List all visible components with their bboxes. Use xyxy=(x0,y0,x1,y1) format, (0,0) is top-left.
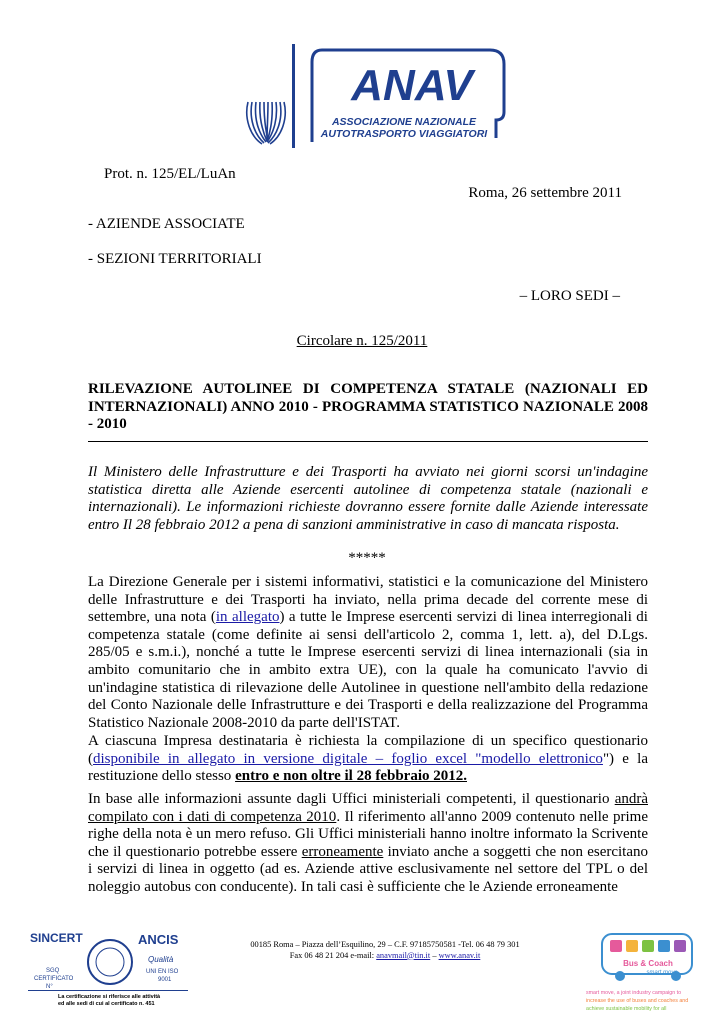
iso-number: 9001 xyxy=(158,977,172,983)
campaign-text-1: smart move, a joint industry campaign to xyxy=(586,990,682,996)
campaign-title: Bus & Coach xyxy=(623,959,673,968)
protocol-number: Prot. n. 125/EL/LuAn xyxy=(104,166,236,182)
anav-wordmark: ANAV xyxy=(351,61,473,110)
certification-logos xyxy=(28,928,200,1006)
certification-note-2: ed alle sedi di cui al certificato n. 451 xyxy=(58,1001,155,1006)
sincert-label: SINCERT xyxy=(30,931,83,945)
p1-text-a: La Direzione Generale per i sistemi informativi, statistici e la comunicazione del Ministero delle Infrastrutture e dei Trasporti ha inviato, nella prima decade del corrente mese di settembre, una nota ( xyxy=(88,574,648,626)
footer-dash: – xyxy=(430,950,439,960)
subject-divider xyxy=(88,441,648,442)
loro-sedi: – LORO SEDI – xyxy=(519,288,620,304)
website-link[interactable]: www.anav.it xyxy=(438,950,481,960)
p2-text-a: A ciascuna Impresa destinataria è richiesta la compilazione di un specifico questionario ( xyxy=(88,733,648,767)
org-name-line2: AUTOTRASPORTO VIAGGIATORI xyxy=(320,128,488,140)
subject-heading: RILEVAZIONE AUTOLINEE DI COMPETENZA STATALE (NAZIONALI ED INTERNAZIONALI) ANNO 2010 - PROGRAMMA STATISTICO NAZIONALE 2008 - 2010 xyxy=(88,381,648,433)
sgq-label: SGQ xyxy=(46,968,60,974)
footer-fax: Fax 06 48 21 204 e-mail: xyxy=(289,950,377,960)
body-paragraph-3 xyxy=(88,791,648,897)
body-paragraph-1 xyxy=(88,574,648,732)
attachment-link[interactable]: in allegato xyxy=(215,609,280,626)
iso-label: UNI EN ISO xyxy=(146,969,179,975)
footer-contacts xyxy=(200,940,570,961)
recipient-associated-companies: - AZIENDE ASSOCIATE xyxy=(88,216,245,232)
footer-fax-line xyxy=(200,951,570,962)
section-separator: ***** xyxy=(348,550,386,566)
p3-text-b: . Il riferimento all'anno 2009 contenuto nelle prime righe della nota è un mero refuso. Gli Uffici ministeriali hanno inoltre informato la Scrivente che il questionario potrebbe essere xyxy=(88,808,648,860)
intro-paragraph: Il Ministero delle Infrastrutture e dei Trasporti ha avviato nei giorni scorsi un'indagine statistica diretta alle Aziende esercenti autolinee di competenza statale (nazionali e internazionali). Le informazioni richieste dovranno essere fornite dalle Aziende interessate entro Il 28 febbraio 2012 a pena di sanzioni amministrative in caso di mancata risposta. xyxy=(88,464,648,533)
confindustria-logo xyxy=(242,98,290,146)
org-name-line1: ASSOCIAZIONE NAZIONALE xyxy=(331,116,477,128)
certificate-label: CERTIFICATO xyxy=(34,976,74,982)
ancis-label: ANCIS xyxy=(138,932,179,947)
letter-date: Roma, 26 settembre 2011 xyxy=(468,185,622,201)
p3-underlined-1: andrà compilato con i dati di competenza 2010 xyxy=(88,791,648,825)
campaign-subtitle: smart move xyxy=(646,970,678,976)
recipient-territorial-sections: - SEZIONI TERRITORIALI xyxy=(88,251,262,267)
campaign-text-3: achieve sustainable mobility for all xyxy=(586,1006,667,1012)
email-link[interactable]: anavmail@tin.it xyxy=(376,950,431,960)
logo-divider xyxy=(292,44,295,148)
p3-text-a: In base alle informazioni assunte dagli Uffici ministeriali competenti, il questionario xyxy=(88,791,615,807)
bus-coach-campaign-logo xyxy=(586,930,716,1020)
footer-address: 00185 Roma – Piazza dell’Esquilino, 29 – C.F. 97185750581 -Tel. 06 48 79 301 xyxy=(250,940,520,949)
deadline-text: entro e non oltre il 28 febbraio 2012. xyxy=(235,768,467,785)
p3-underlined-2: erroneamente xyxy=(301,843,384,860)
p1-text-b: ) a tutte le Imprese esercenti servizi di linea interregionali di competenza statale (come definite ai sensi dell'articolo 2, comma 1, lett. a), del D.Lgs. 285/05 e s.m.i.), nonché a tutte le Imprese esercenti servizi di linea internazionali (sia in ambito comunitario che in ambito extra UE), con la quale ha comunicato l'avvio di un'indagine statistica di rilevazione delle Autolinee in questione nell'ambito della redazione del Conto Nazionale delle Infrastrutture e dei Trasporti e della realizzazione del Programma Statistico Nazionale 2008-2010 da parte dell'ISTAT. xyxy=(88,609,648,731)
org-name xyxy=(304,116,504,140)
p2-text-b: ") e la restituzione dello stesso xyxy=(88,750,648,785)
certification-note-1: La certificazione si riferisce alle attività xyxy=(58,994,161,1000)
p3-text-c: inviato anche a soggetti che non esercitano i servizi di linea in oggetto (ad es. Aziende attive esclusivamente nel settore del TPL o del noleggio autobus con conducente). In tali casi è sufficiente che le Aziende erroneamente xyxy=(88,843,649,895)
circular-number: Circolare n. 125/2011 xyxy=(296,333,428,349)
ancis-seal-icon xyxy=(88,940,132,984)
certificate-number: N° xyxy=(46,984,53,990)
qualita-label: Qualità xyxy=(148,955,174,964)
campaign-text-2: increase the use of buses and coaches and xyxy=(586,998,689,1004)
questionnaire-link[interactable]: disponibile in allegato in versione digitale – foglio excel "modello elettronico xyxy=(93,750,603,767)
body-paragraph-2 xyxy=(88,733,648,786)
